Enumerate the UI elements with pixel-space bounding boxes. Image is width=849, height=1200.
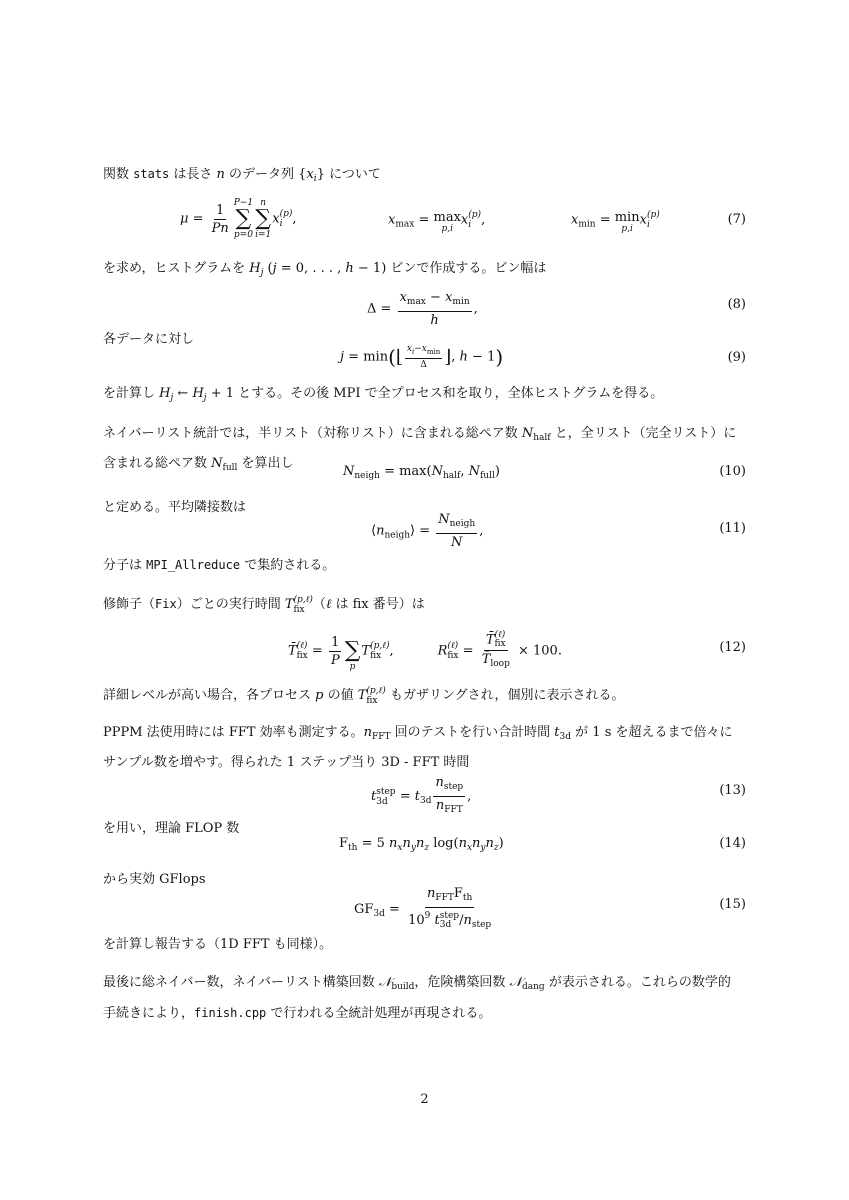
text: は fix 番号）は — [331, 597, 425, 612]
subscript: max — [406, 297, 426, 307]
paren-right: ) — [498, 836, 504, 851]
fraction — [329, 635, 342, 668]
subscript: y — [410, 843, 416, 853]
text: − 1) ビンで作成する。ビン幅は — [353, 261, 547, 276]
text: PPPM 法使用時には FFT 効率も測定する。 — [103, 725, 364, 740]
minus: − — [414, 344, 422, 354]
eq-sign: = — [458, 643, 478, 659]
math-N: N — [521, 426, 534, 441]
math-T-bar: T̄ — [485, 632, 495, 647]
eq-sign: = — [307, 643, 327, 659]
subscript: FFT — [435, 893, 454, 903]
paren-left: ( — [388, 345, 396, 369]
text: と，全リスト（完全リスト）に — [550, 426, 737, 441]
fraction — [436, 512, 477, 550]
math-x: x — [421, 344, 427, 354]
math-x: x — [460, 212, 469, 228]
equation-8 — [367, 290, 478, 328]
math-T-bar: T̄ — [288, 643, 297, 659]
math-n: n — [463, 913, 472, 928]
numerator — [433, 775, 465, 797]
superscript: (p,ℓ) — [366, 685, 386, 696]
sigma-symbol: ∑ — [235, 206, 252, 231]
sum-lower: p — [349, 662, 356, 672]
fraction — [433, 775, 465, 818]
arrow: ← — [173, 386, 193, 401]
math-t: t — [414, 789, 420, 804]
superscript: (ℓ) — [494, 629, 506, 640]
eq-sign: = — [344, 349, 364, 365]
math-Delta: Δ — [367, 301, 377, 317]
superscript: (ℓ) — [447, 641, 459, 651]
subscript: th — [462, 893, 473, 903]
comma: , — [292, 211, 297, 227]
math-sub: j — [203, 393, 207, 403]
numerator — [425, 886, 474, 908]
text: から実効 GFlops — [103, 872, 206, 887]
equation-12 — [288, 630, 562, 672]
math-F: F — [453, 886, 463, 901]
max-label: max — [433, 210, 461, 225]
math-sub: i — [313, 174, 317, 184]
subscript: fix — [370, 651, 382, 661]
subscript: max — [395, 219, 415, 230]
math-H: H — [192, 386, 204, 401]
text: ネイバーリスト統計では，半リスト（対称リスト）に含まれる総ペア数 — [103, 426, 522, 441]
superscript: (p) — [646, 210, 660, 220]
subscript: z — [424, 843, 430, 853]
code-fix: Fix — [155, 597, 177, 611]
subscript: neigh — [449, 519, 476, 529]
sigma-symbol: ∑ — [255, 206, 272, 231]
subscript: fix — [293, 604, 305, 615]
subscript: full — [479, 471, 495, 481]
subscript: build — [391, 982, 415, 992]
code-stats: stats — [133, 167, 170, 181]
math-GF: GF — [354, 902, 374, 917]
math-calN: 𝒩 — [509, 975, 522, 990]
sum-upper: n — [260, 198, 267, 208]
text: 含まれる総ペア数 — [103, 456, 212, 471]
math-T: T — [361, 643, 371, 659]
numerator: 1 — [216, 202, 225, 218]
denominator — [480, 651, 512, 672]
subscript: fix — [296, 651, 308, 661]
math-n: n — [415, 836, 425, 851]
sum-upper: P−1 — [233, 198, 254, 208]
comma: , — [451, 349, 460, 365]
text: 最後に総ネイバー数，ネイバーリスト構築回数 — [103, 975, 379, 990]
text: } について — [316, 167, 381, 182]
equation-number-12: (12) — [719, 640, 746, 655]
text: が 1 s を超えるまで倍々に — [571, 725, 733, 740]
angle-right: ⟩ — [410, 523, 416, 539]
text: を求め，ヒストグラムを — [103, 261, 250, 276]
math-F: F — [339, 836, 349, 851]
text: 関数 — [103, 167, 134, 182]
subscript: fix — [366, 695, 378, 706]
superscript: (p) — [468, 210, 482, 220]
sum-lower: i=1 — [255, 230, 272, 240]
math-x: x — [571, 212, 579, 228]
subscript: step — [443, 782, 464, 792]
math-x: x — [388, 212, 396, 228]
ten: 10 — [408, 913, 425, 928]
subscript: FFT — [372, 732, 391, 742]
text: もガザリングされ，個別に表示される。 — [385, 688, 625, 703]
math-n: n — [472, 836, 481, 851]
paragraph-mpi-sum — [103, 381, 748, 411]
subscript: x — [466, 843, 473, 853]
subscript: half — [442, 471, 461, 481]
log: log( — [429, 836, 459, 851]
text: は長さ — [169, 167, 217, 182]
math-n: n — [485, 836, 494, 851]
numerator — [405, 344, 442, 359]
denominator: P — [330, 652, 340, 668]
paragraph-report — [103, 932, 748, 958]
equation-number-10: (10) — [719, 464, 746, 479]
subscript: dang — [522, 982, 545, 992]
equation-number-7: (7) — [727, 212, 746, 227]
text: 分子は — [103, 558, 147, 573]
comma: , — [473, 301, 478, 317]
paragraph-pppm — [103, 720, 748, 776]
subscript: z — [493, 843, 499, 853]
superscript: (ℓ) — [296, 641, 308, 651]
paragraph-fix-time — [103, 591, 748, 618]
text: ）ごとの実行時間 — [176, 597, 285, 612]
math-n: n — [376, 523, 385, 539]
minus: − — [425, 290, 446, 305]
equation-number-15: (15) — [719, 897, 746, 912]
eq-sign: = max( — [379, 464, 432, 479]
superscript: (p,ℓ) — [370, 641, 390, 651]
equation-7-mean — [180, 198, 297, 240]
equation-15 — [354, 886, 495, 933]
math-n: n — [435, 775, 444, 790]
math-n: n — [402, 836, 411, 851]
text: を算出し — [237, 456, 294, 471]
paren-right: ) — [495, 345, 504, 369]
paragraph-allreduce — [103, 552, 748, 579]
fraction — [398, 290, 472, 328]
superscript: (p) — [279, 209, 293, 219]
paragraph-summary — [103, 970, 748, 1027]
text: 各データに対し — [103, 332, 195, 347]
min-label: min — [363, 349, 389, 365]
eq-sign: = — [415, 523, 435, 539]
comma: , — [481, 212, 486, 228]
paragraph-stats-intro — [103, 161, 748, 192]
eq-sign: = 5 — [357, 836, 390, 851]
floor-right: ⌋ — [444, 346, 452, 368]
paragraph-histogram — [103, 256, 748, 286]
denominator — [434, 797, 465, 818]
math-sub: j — [170, 393, 174, 403]
math-n: n — [216, 167, 225, 182]
math-x: x — [399, 290, 407, 305]
subscript: 3d — [376, 796, 388, 807]
fraction — [405, 344, 442, 370]
math-t: t — [371, 789, 377, 804]
sum-operator-p — [345, 630, 361, 672]
math-sub: j — [260, 268, 264, 278]
sum-operator-i — [255, 198, 271, 240]
equation-13 — [371, 775, 471, 818]
subscript: i — [279, 219, 283, 229]
minus-one: − 1 — [467, 349, 496, 365]
fraction — [406, 886, 493, 933]
math-H: H — [249, 261, 261, 276]
text: で行われる全統計処理が再現される。 — [266, 1006, 492, 1021]
comma: , — [389, 643, 394, 659]
math-T: T — [284, 597, 294, 612]
sum-operator-p — [234, 198, 253, 240]
text: 回のテストを行い合計時間 — [390, 725, 555, 740]
min-under: p,i — [621, 224, 633, 234]
math-T-bar: T̄ — [481, 651, 491, 667]
equation-14 — [339, 836, 504, 853]
text: を用い，理論 FLOP 数 — [103, 821, 240, 836]
numerator — [436, 512, 477, 534]
subscript: neigh — [384, 530, 411, 541]
text: （ — [312, 597, 326, 612]
math-N: N — [211, 456, 223, 471]
math-H: H — [159, 386, 171, 401]
subscript: fix — [447, 651, 459, 661]
math-t: t — [434, 913, 440, 928]
code-finish-cpp: finish.cpp — [194, 1006, 267, 1020]
equation-7-min: $x_{min}$ = min p,i x (p) i — [571, 210, 660, 234]
equation-10 — [343, 464, 500, 481]
subscript: step — [471, 920, 492, 930]
math-h: h — [459, 349, 468, 365]
slash: / — [459, 913, 464, 928]
eq-sign: = — [384, 902, 405, 917]
math-N: N — [468, 464, 480, 479]
equation-number-9: (9) — [727, 350, 746, 365]
math-n: n — [458, 836, 467, 851]
text: = 0, . . . , — [276, 261, 346, 276]
math-N: N — [438, 512, 450, 527]
comma: , — [479, 523, 484, 539]
fraction — [480, 631, 512, 672]
math-j: j — [340, 349, 345, 365]
min-operator — [615, 210, 640, 234]
fraction — [210, 203, 231, 236]
text: ( — [263, 261, 273, 276]
math-ell: ℓ — [325, 597, 332, 612]
numerator — [484, 631, 508, 651]
denominator — [406, 908, 493, 933]
text: が表示される。これらの数学的 — [544, 975, 731, 990]
math-n: n — [435, 798, 445, 813]
subscript: min — [452, 297, 470, 307]
text: の値 — [323, 688, 358, 703]
math-j: j — [272, 261, 277, 276]
eq-sign: = — [395, 789, 415, 804]
text: 手続きにより， — [103, 1006, 195, 1021]
comma: , — [467, 789, 472, 804]
math-mu: μ — [180, 211, 189, 227]
equation-number-13: (13) — [719, 783, 746, 798]
equation-9 — [340, 344, 503, 370]
equation-number-14: (14) — [719, 836, 746, 851]
text: サンプル数を増やす。得られた 1 ステップ当り 3D - FFT 時間 — [103, 755, 470, 770]
sigma-symbol: ∑ — [344, 638, 361, 663]
text: ，危険構築回数 — [414, 975, 510, 990]
text: と定める。平均隣接数は — [103, 500, 247, 515]
subscript: i — [468, 220, 472, 230]
math-N: N — [343, 464, 355, 479]
subscript: 3d — [439, 919, 452, 930]
floor-left: ⌊ — [395, 346, 403, 368]
paragraph-detail-level — [103, 683, 748, 709]
math-n: n — [426, 886, 436, 901]
subscript: half — [533, 433, 551, 443]
subscript: 3d — [559, 732, 572, 742]
code-mpi-allreduce: MPI_Allreduce — [146, 558, 241, 572]
eq-sign: = — [376, 301, 396, 317]
subscript: neigh — [354, 471, 380, 481]
eq-sign: = — [188, 211, 208, 227]
subscript: min — [578, 219, 596, 230]
min-label: min — [614, 210, 640, 225]
math-t: t — [554, 725, 560, 740]
equation-number-11: (11) — [719, 521, 746, 536]
superscript: step — [439, 910, 460, 921]
subscript: th — [348, 843, 358, 853]
math-x: x — [639, 212, 647, 228]
math-h: h — [345, 261, 354, 276]
page-number: 2 — [420, 1092, 429, 1107]
max-operator — [434, 210, 461, 234]
math-n: n — [363, 725, 373, 740]
math-calN: 𝒩 — [378, 975, 392, 990]
equation-11 — [371, 512, 483, 550]
text: を計算し — [103, 386, 160, 401]
text: 修飾子（ — [103, 597, 156, 612]
math-N: N — [431, 464, 443, 479]
math-T: T — [357, 688, 367, 703]
subscript: 3d — [419, 796, 432, 806]
denominator: Δ — [420, 360, 427, 370]
subscript: full — [222, 463, 238, 473]
subscript: y — [480, 843, 486, 853]
math-x: x — [406, 344, 412, 354]
superscript: step — [376, 786, 396, 797]
subscript: min — [426, 348, 441, 356]
denominator: Pn — [211, 220, 229, 236]
times-100: × 100. — [513, 643, 562, 659]
exponent: 9 — [424, 911, 431, 921]
sum-lower: p=0 — [233, 230, 253, 240]
text: + 1 とする。その後 MPI で全プロセス和を取り，全体ヒストグラムを得る。 — [206, 386, 664, 401]
math-p: p — [315, 688, 324, 703]
numerator: 1 — [331, 634, 340, 650]
angle-left: ⟨ — [371, 523, 377, 539]
subscript: i — [646, 220, 650, 230]
text: のデータ列 { — [224, 167, 307, 182]
subscript: i — [411, 348, 415, 356]
subscript: FFT — [444, 805, 463, 815]
math-n: n — [389, 836, 398, 851]
subscript: fix — [494, 638, 506, 649]
comma: , — [460, 464, 469, 479]
denominator: N — [451, 535, 463, 550]
math-x: x — [272, 211, 280, 227]
text: 詳細レベルが高い場合，各プロセス — [103, 688, 316, 703]
equation-number-8: (8) — [727, 297, 746, 312]
numerator — [398, 290, 472, 312]
subscript: 3d — [373, 909, 385, 919]
math-x: x — [445, 290, 453, 305]
subscript: x — [397, 843, 403, 853]
math-R: R — [437, 643, 448, 659]
denominator: h — [430, 313, 439, 328]
subscript: loop — [490, 658, 510, 669]
text: を計算し報告する（1D FFT も同様）。 — [103, 937, 333, 952]
superscript: (p,ℓ) — [293, 594, 313, 605]
math-x: x — [306, 167, 314, 182]
equation-7-max: $x_{max}$ = max p,i x (p) i , — [388, 210, 486, 234]
text: で集約される。 — [240, 558, 336, 573]
max-under: p,i — [441, 224, 453, 234]
paren-right: ) — [494, 464, 500, 479]
